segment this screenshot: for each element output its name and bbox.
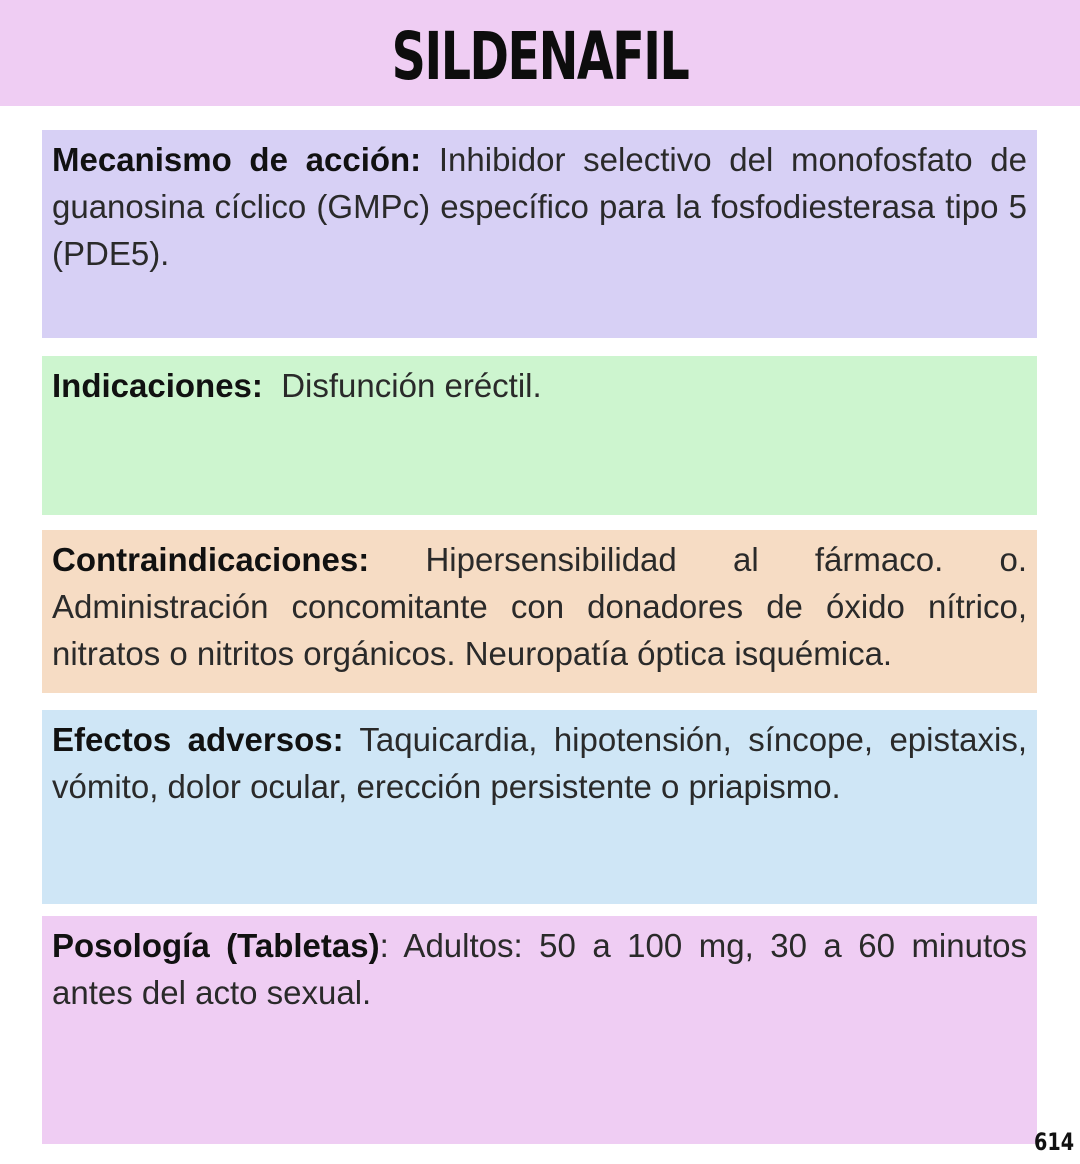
section-text: Disfunción eréctil. [262, 367, 542, 404]
section-text: Inhibidor selectivo del monofosfato de guanosina cíclico (GMPc) específico para la fosfodiesterasa tipo 5 (PDE5). [52, 141, 1027, 272]
section-posologia [42, 916, 1037, 1144]
title-banner [0, 0, 1080, 106]
section-efectos-adversos [42, 710, 1037, 904]
section-label: Indicaciones: [52, 367, 263, 404]
section-text: Taquicardia, hipotensión, síncope, epistaxis, vómito, dolor ocular, erección persistente o priapismo. [52, 721, 1027, 805]
section-mecanismo [42, 130, 1037, 338]
section-label: Contraindicaciones: [52, 541, 370, 578]
section-text: Hipersensibilidad al fármaco. o. Administración concomitante con donadores de óxido nítrico, nitratos o nitritos orgánicos. Neuropatía óptica isquémica. [52, 541, 1027, 672]
section-contraindicaciones [42, 530, 1037, 693]
section-label: Posología (Tabletas) [52, 927, 380, 964]
section-text: : Adultos: 50 a 100 mg, 30 a 60 minutos antes del acto sexual. [52, 927, 1027, 1011]
page-title: SILDENAFIL [391, 17, 689, 95]
page-number: 614 [1033, 1128, 1074, 1156]
section-indicaciones [42, 356, 1037, 515]
section-label: Mecanismo de acción: [52, 141, 422, 178]
section-label: Efectos adversos: [52, 721, 344, 758]
